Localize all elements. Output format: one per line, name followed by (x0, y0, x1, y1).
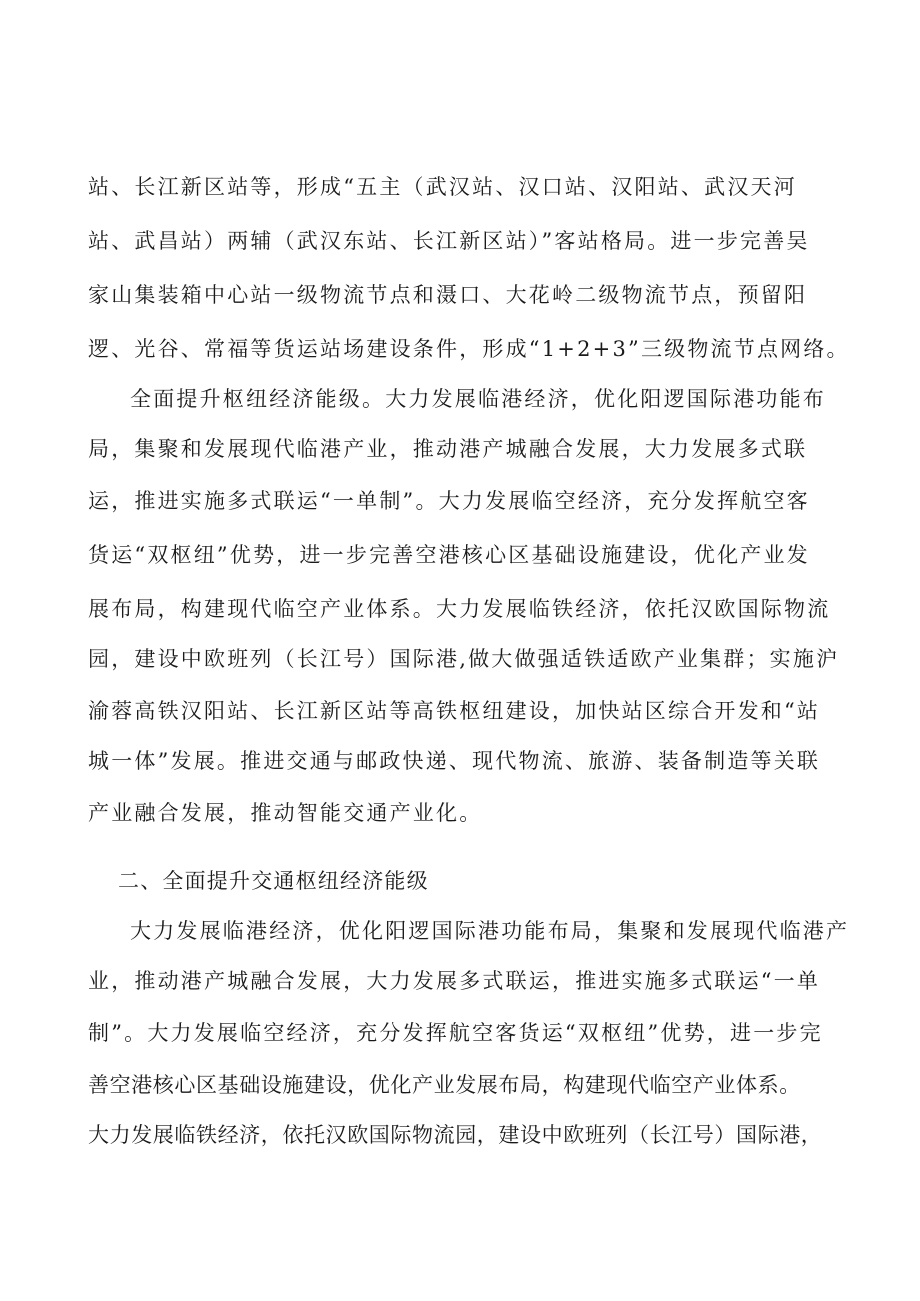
paragraph-1-line-2: 站、武昌站）两辅（武汉东站、长江新区站）”客站格局。进一步完善吴 (88, 229, 810, 253)
paragraph-2-line-3: 运，推进实施多式联运“一单制”。大力发展临空经济，充分发挥航空客 (88, 489, 810, 513)
paragraph-2-line-1: 全面提升枢纽经济能级。大力发展临港经济，优化阳逻国际港功能布 (130, 387, 826, 411)
section-heading: 二、全面提升交通枢纽经济能级 (118, 869, 429, 893)
paragraph-3-line-2: 业，推动港产城融合发展，大力发展多式联运，推进实施多式联运“一单 (88, 969, 821, 993)
paragraph-2-line-2: 局，集聚和发展现代临港产业，推动港产城融合发展，大力发展多式联 (88, 437, 808, 461)
paragraph-1-line-3: 家山集装箱中心站一级物流节点和滠口、大花岭二级物流节点，预留阳 (88, 283, 808, 307)
paragraph-2-line-7: 渝蓉高铁汉阳站、长江新区站等高铁枢纽建设，加快站区综合开发和“站 (88, 699, 821, 723)
paragraph-3-line-3: 制”。大力发展临空经济，充分发挥航空客货运“双枢纽”优势，进一步完 (88, 1021, 823, 1045)
paragraph-2-line-6: 园，建设中欧班列（长江号）国际港,做大做强适铁适欧产业集群；实施沪 (88, 647, 840, 671)
paragraph-2-line-8: 城一体”发展。推进交通与邮政快递、现代物流、旅游、装备制造等关联 (88, 749, 821, 773)
paragraph-2-line-4: 货运“双枢纽”优势，进一步完善空港核心区基础设施建设，优化产业发 (88, 543, 810, 567)
paragraph-3-line-1: 大力发展临港经济，优化阳逻国际港功能布局，集聚和发展现代临港产 (130, 919, 850, 943)
paragraph-3-line-4: 善空港核心区基础设施建设，优化产业发展布局，构建现代临空产业体系。 (88, 1073, 801, 1097)
paragraph-2-line-5: 展布局，构建现代临空产业体系。大力发展临铁经济，依托汉欧国际物流 (88, 597, 831, 621)
paragraph-1-line-4: 逻、光谷、常福等货运站场建设条件，形成“1+2+3”三级物流节点网络。 (88, 337, 850, 361)
paragraph-2-line-9: 产业融合发展，推动智能交通产业化。 (88, 801, 483, 825)
paragraph-1-line-1: 站、长江新区站等，形成“五主（武汉站、汉口站、汉阳站、武汉天河 (88, 175, 797, 199)
paragraph-3-line-5: 大力发展临铁经济，依托汉欧国际物流园，建设中欧班列（长江号）国际港， (88, 1123, 823, 1147)
